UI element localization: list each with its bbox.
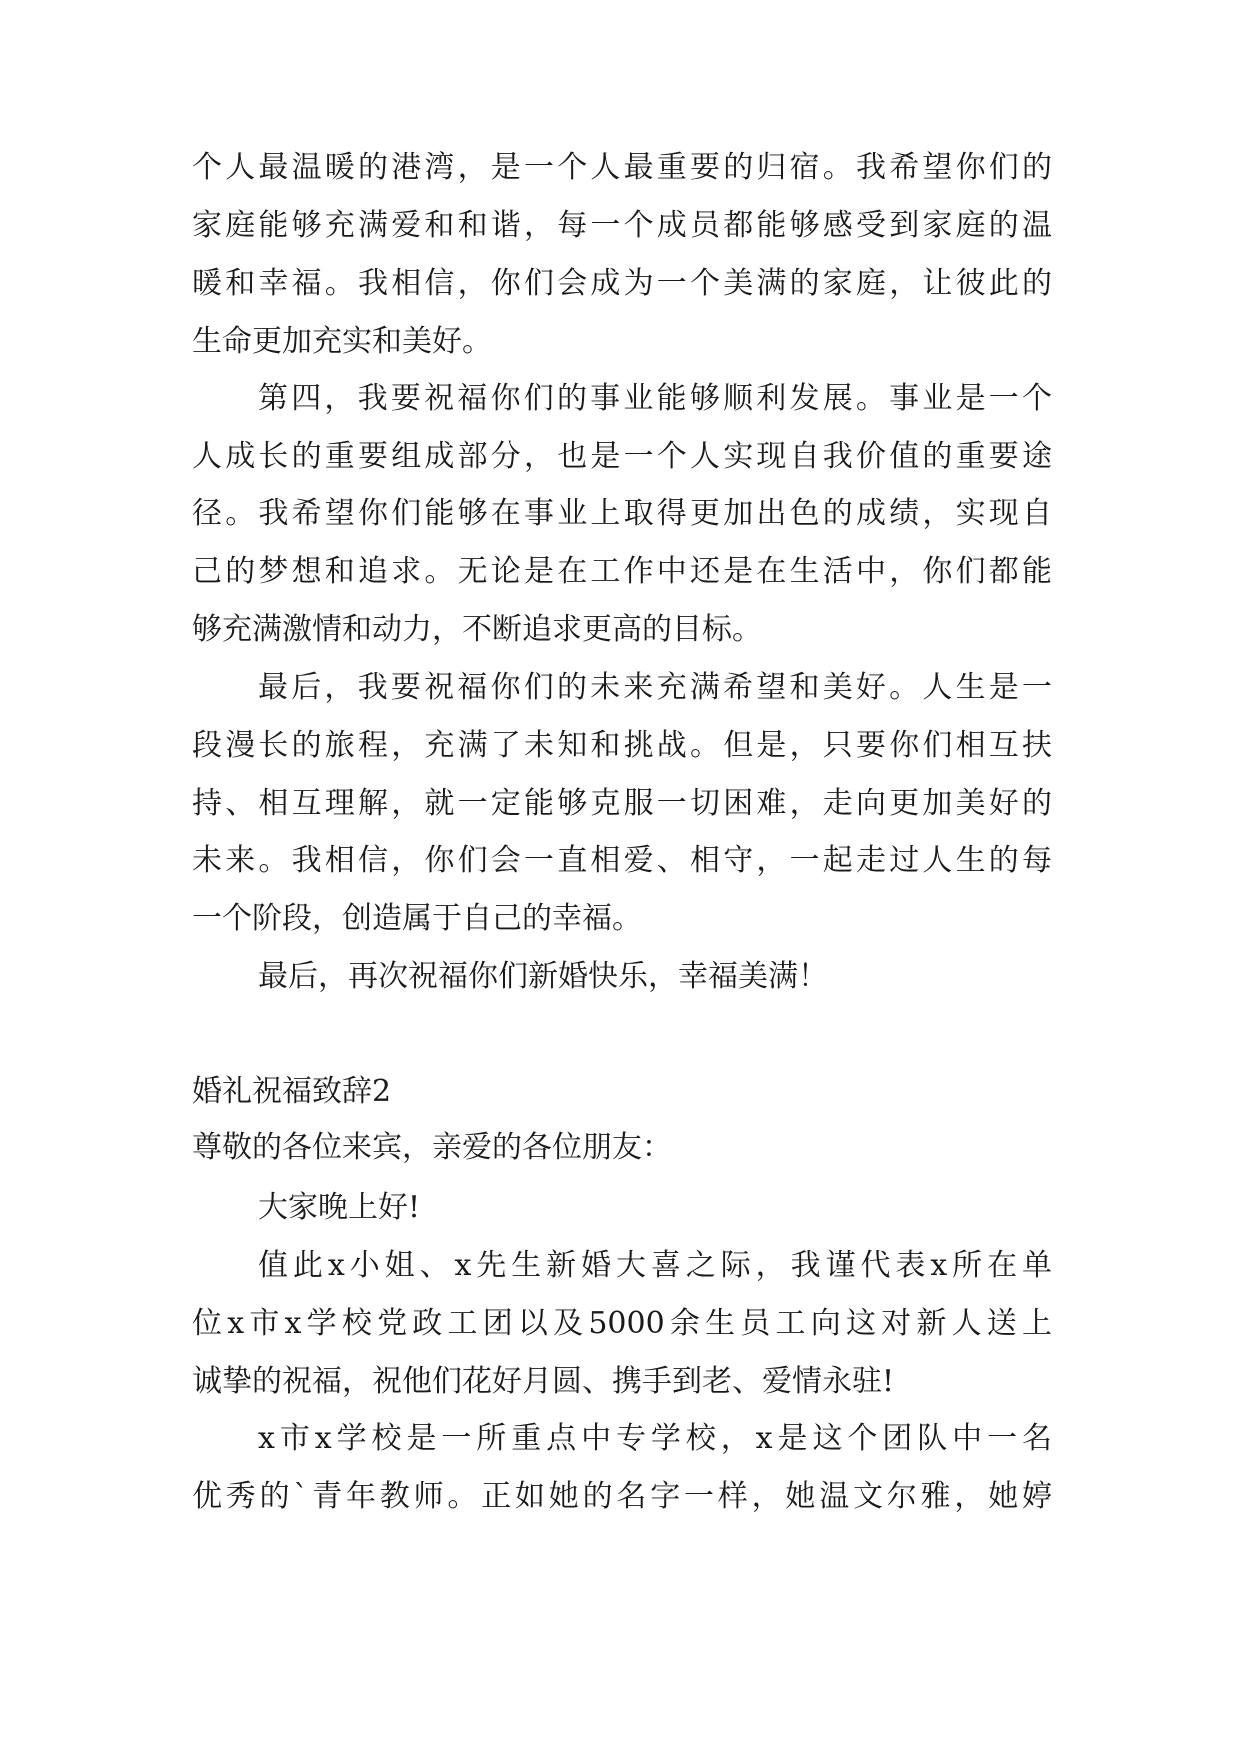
greeting: 大家晚上好! [258, 1190, 421, 1225]
text-line: 一个阶段，创造属于自己的幸福。 [192, 901, 642, 936]
salutation: 尊敬的各位来宾，亲爱的各位朋友： [192, 1130, 672, 1165]
text-line: 个人最温暖的港湾，是一个人最重要的归宿。我希望你们的 [192, 150, 1052, 185]
section-heading: 婚礼祝福致辞2 [192, 1074, 392, 1109]
text-line: 径。我希望你们能够在事业上取得更加出色的成绩，实现自 [192, 496, 1052, 531]
text-line: 够充满激情和动力，不断追求更高的目标。 [192, 612, 762, 647]
text-line: 优秀的`青年教师。正如她的名字一样，她温文尔雅，她婷 [192, 1479, 1052, 1514]
text-line: 暖和幸福。我相信，你们会成为一个美满的家庭，让彼此的 [192, 266, 1052, 301]
text-line: 位x市x学校党政工团以及5000余生员工向这对新人送上 [192, 1306, 1052, 1341]
text-line: 诚挚的祝福，祝他们花好月圆、携手到老、爱情永驻! [192, 1364, 895, 1399]
text-line: 生命更加充实和美好。 [192, 324, 492, 359]
text-line: 最后，我要祝福你们的未来充满希望和美好。人生是一 [258, 670, 1052, 705]
text-line: 己的梦想和追求。无论是在工作中还是在生活中，你们都能 [192, 554, 1052, 589]
text-line: 家庭能够充满爱和和谐，每一个成员都能够感受到家庭的温 [192, 208, 1052, 243]
text-line: 第四，我要祝福你们的事业能够顺利发展。事业是一个 [258, 381, 1052, 416]
text-line: 持、相互理解，就一定能够克服一切困难，走向更加美好的 [192, 786, 1052, 821]
text-line: 值此x小姐、x先生新婚大喜之际，我谨代表x所在单 [258, 1248, 1052, 1283]
text-line: 人成长的重要组成部分，也是一个人实现自我价值的重要途 [192, 439, 1052, 474]
text-line: 段漫长的旅程，充满了未知和挑战。但是，只要你们相互扶 [192, 728, 1052, 763]
text-line: 最后，再次祝福你们新婚快乐，幸福美满！ [258, 959, 828, 994]
text-line: x市x学校是一所重点中专学校，x是这个团队中一名 [258, 1421, 1052, 1456]
text-line: 未来。我相信，你们会一直相爱、相守，一起走过人生的每 [192, 843, 1052, 878]
